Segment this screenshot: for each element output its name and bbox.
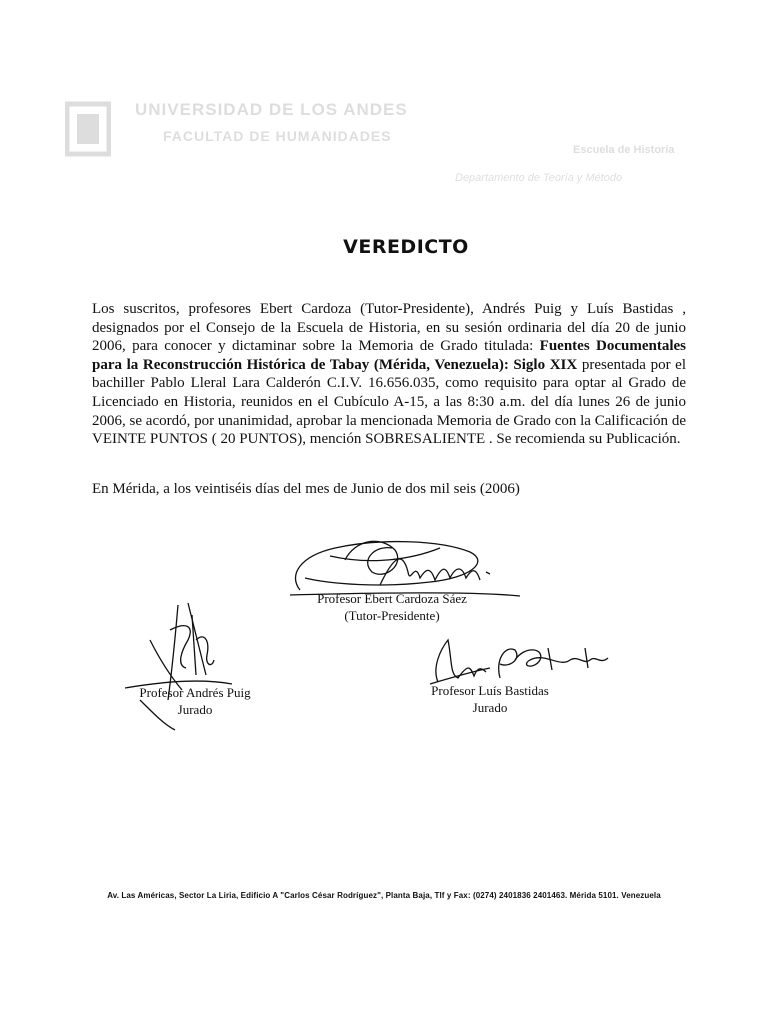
thesis-title: Fuentes Documentales para la Reconstrucción Histórica de Tabay (Mérida, Venezuela): Siglo XIX	[92, 338, 687, 373]
signature-luis-bastidas-icon	[430, 640, 608, 684]
signature-ebert-cardoza-icon	[290, 541, 520, 596]
signature-block-president	[300, 590, 484, 624]
signer-name-juror2: Profesor Luís Bastidas	[431, 683, 549, 698]
letterhead-line1: UNIVERSIDAD DE LOS ANDES	[135, 100, 408, 119]
document-title: VEREDICTO	[343, 236, 469, 258]
letterhead-school: Escuela de Historia	[573, 144, 675, 156]
signature-block-juror2	[420, 682, 560, 716]
letterhead-department: Departamento de Teoría y Método	[455, 172, 623, 184]
signature-block-juror1	[130, 684, 260, 718]
letterhead-line2: FACULTAD DE HUMANIDADES	[163, 128, 392, 144]
signer-name-juror1: Profesor Andrés Puig	[139, 685, 251, 700]
closing-date-line: En Mérida, a los veintiséis días del mes de Junio de dos mil seis (2006)	[92, 481, 520, 497]
verdict-text-rest: presentada por el bachiller Pablo Lleral Lara Calderón C.I.V. 16.656.035, como requisito para optar al Grado de Licenciado en Historia, reunidos en el Cubículo A-15, a las 8:30 a.m. del día lunes 26 de junio 2006, se acordó, por unanimidad, aprobar la mencionada Memoria de Grado con la Calificación de VEINTE PUNTOS ( 20 PUNTOS), mención SOBRESALIENTE . Se recomienda su Publicación.	[92, 356, 686, 448]
signer-name-president: Profesor Ebert Cardoza Sáez	[317, 591, 467, 606]
signer-role-juror2: Jurado	[472, 700, 508, 715]
signer-role-juror1: Jurado	[177, 702, 213, 717]
footer-address: Av. Las Américas, Sector La Liria, Edificio A "Carlos César Rodríguez", Planta Baja, Tlf y Fax: (0274) 2401836 2401463. Mérida 5101. Venezuela	[107, 891, 661, 900]
signer-role-president: (Tutor-Presidente)	[344, 608, 440, 623]
verdict-text-intro: Los suscritos, profesores Ebert Cardoza (Tutor-Presidente), Andrés Puig y Luís Bastidas , designados por el Consejo de la Escuela de Historia, en su sesión ordinaria del día 20 de junio 2006, para conocer y dictaminar sobre la Memoria de Grado titulada:	[92, 301, 686, 355]
